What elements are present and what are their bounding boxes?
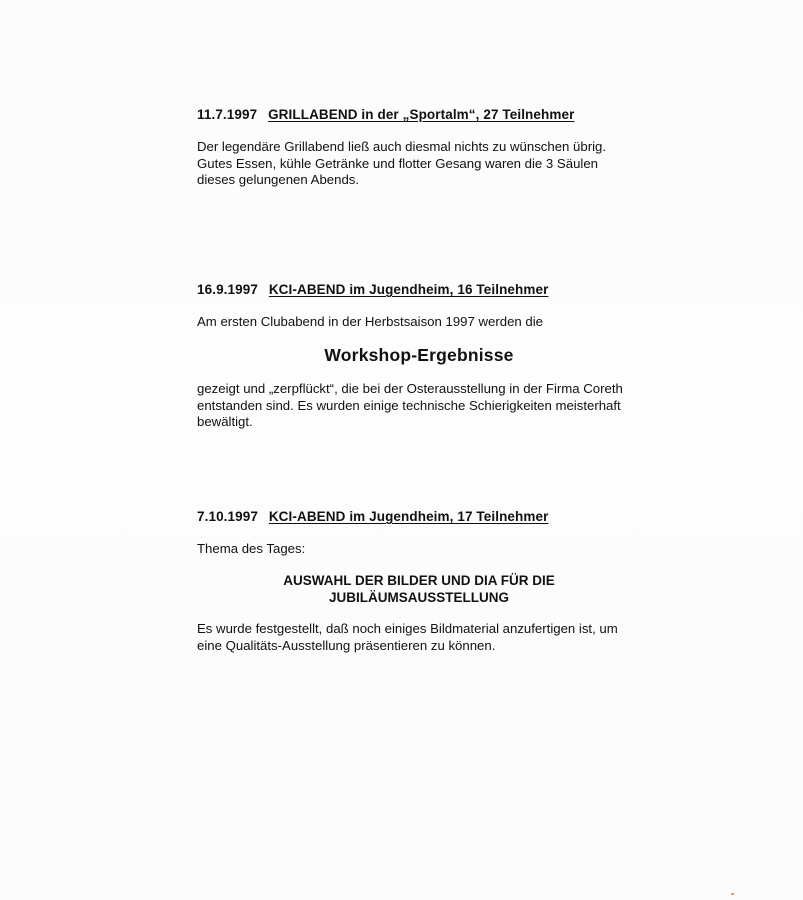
entry-2-date: 16.9.1997 bbox=[197, 282, 258, 297]
entry-1-title: GRILLABEND in der „Sportalm“, 27 Teilnehmer bbox=[268, 107, 575, 122]
entry-3-date: 7.10.1997 bbox=[197, 509, 258, 524]
entry-2-title: KCI-ABEND im Jugendheim, 16 Teilnehmer bbox=[268, 282, 549, 297]
entry-3-highlight: AUSWAHL DER BILDER UND DIA FÜR DIE JUBILÄUMSAUSSTELLUNG bbox=[283, 573, 555, 605]
entry-1-paragraph: Der legendäre Grillabend ließ auch diesmal nichts zu wünschen übrig. Gutes Essen, kühle Getränke und flotter Gesang waren die 3 Säulen dieses gelungenen Abends. bbox=[197, 139, 607, 187]
entry-2-intro: Am ersten Clubabend in der Herbstsaison 1997 werden die bbox=[197, 314, 544, 329]
entry-2-paragraph: gezeigt und „zerpflückt“, die bei der Osterausstellung in der Firma Coreth entstanden sind. Es wurden einige technische Schierigkeiten meisterhaft bewältigt. bbox=[197, 381, 623, 429]
entry-2-highlight: Workshop-Ergebnisse bbox=[324, 345, 514, 365]
entry-3-intro: Thema des Tages: bbox=[197, 541, 306, 556]
entry-3-title: KCI-ABEND im Jugendheim, 17 Teilnehmer bbox=[268, 509, 549, 524]
scan-speck bbox=[731, 893, 734, 895]
entry-3-heading bbox=[197, 509, 548, 524]
entry-2-heading bbox=[197, 282, 548, 297]
entry-1-heading bbox=[197, 107, 574, 122]
entry-3-paragraph: Es wurde festgestellt, daß noch einiges Bildmaterial anzufertigen ist, um eine Qualitäts-Ausstellung präsentieren zu können. bbox=[197, 621, 618, 653]
entry-1-date: 11.7.1997 bbox=[197, 107, 258, 122]
